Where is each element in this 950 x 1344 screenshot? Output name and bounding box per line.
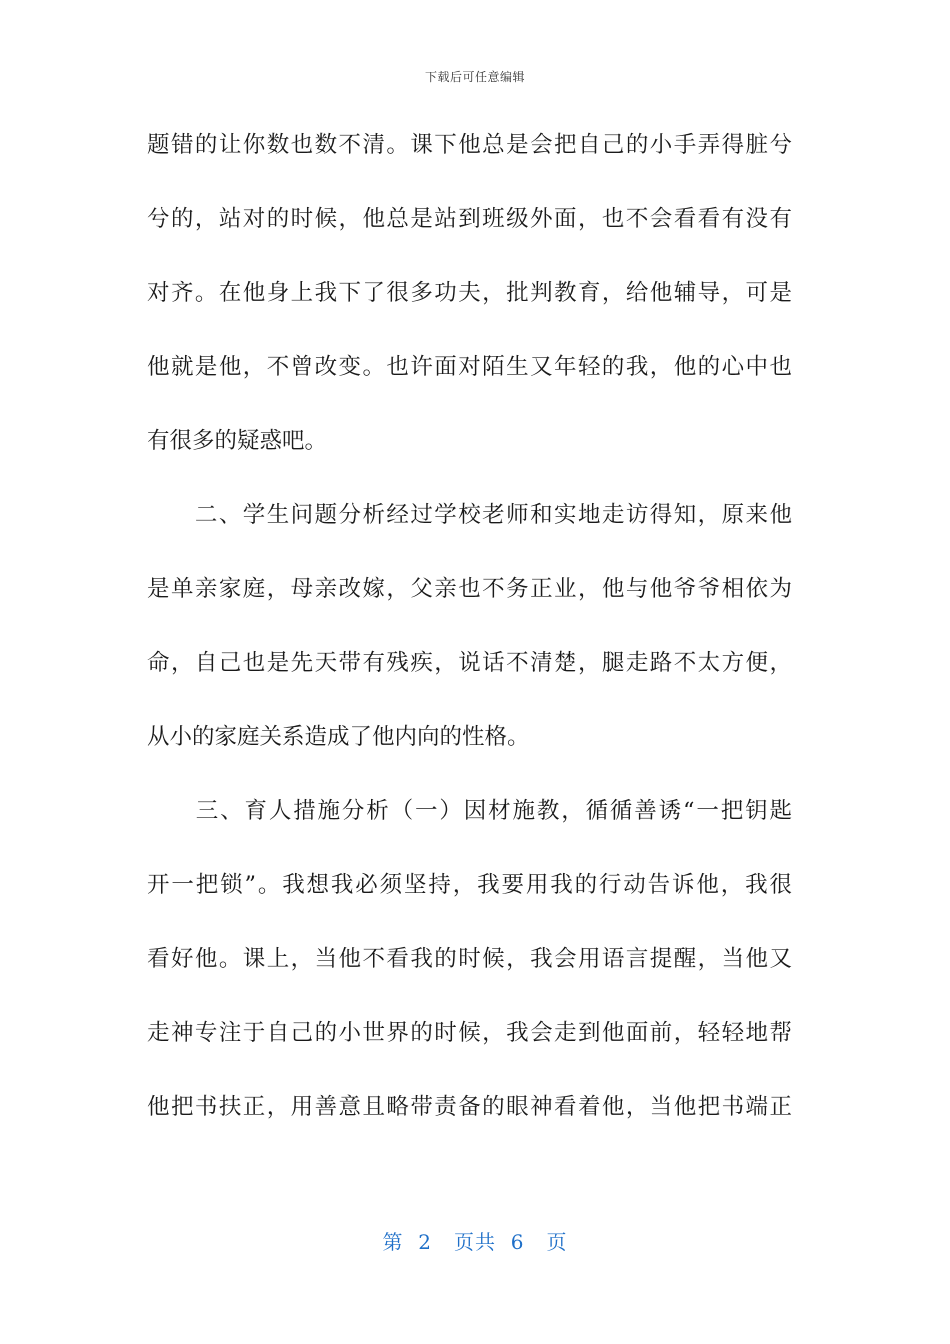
total-pages: 6 — [510, 1230, 525, 1254]
page-header: 下载后可任意编辑 — [424, 70, 525, 84]
page-label-mid: 页共 — [454, 1230, 496, 1254]
page-footer — [0, 1226, 950, 1255]
page-number: 2 — [418, 1230, 432, 1254]
text-line: 对齐。在他身上我下了很多功夫，批判教育，给他辅导，可是 — [147, 280, 792, 306]
text-line: 命，自己也是先天带有残疾，说话不清楚，腿走路不太方便， — [147, 650, 792, 676]
text-line: 题错的让你数也数不清。课下他总是会把自己的小手弄得脏兮 — [147, 132, 792, 158]
text-line: 从小的家庭关系造成了他内向的性格。 — [147, 724, 530, 750]
document-body — [147, 128, 792, 1164]
text-line: 看好他。课上，当他不看我的时候，我会用语言提醒，当他又 — [147, 946, 792, 972]
text-line: 是单亲家庭，母亲改嫁，父亲也不务正业，他与他爷爷相依为 — [147, 576, 792, 602]
text-line: 兮的，站对的时候，他总是站到班级外面，也不会看看有没有 — [147, 206, 792, 232]
page-label-suffix: 页 — [546, 1230, 568, 1254]
text-line: 三、育人措施分析（一）因材施教，循循善诱“一把钥匙 — [147, 798, 792, 824]
text-line: 二、学生问题分析经过学校老师和实地走访得知，原来他 — [147, 502, 792, 528]
text-line: 有很多的疑惑吧。 — [147, 428, 328, 454]
page-label-prefix: 第 — [382, 1230, 404, 1254]
text-line: 走神专注于自己的小世界的时候，我会走到他面前，轻轻地帮 — [147, 1020, 792, 1046]
text-line: 他把书扶正，用善意且略带责备的眼神看着他，当他把书端正 — [147, 1094, 792, 1120]
text-line: 他就是他，不曾改变。也许面对陌生又年轻的我，他的心中也 — [147, 354, 792, 380]
text-line: 开一把锁”。我想我必须坚持，我要用我的行动告诉他，我很 — [147, 872, 792, 898]
